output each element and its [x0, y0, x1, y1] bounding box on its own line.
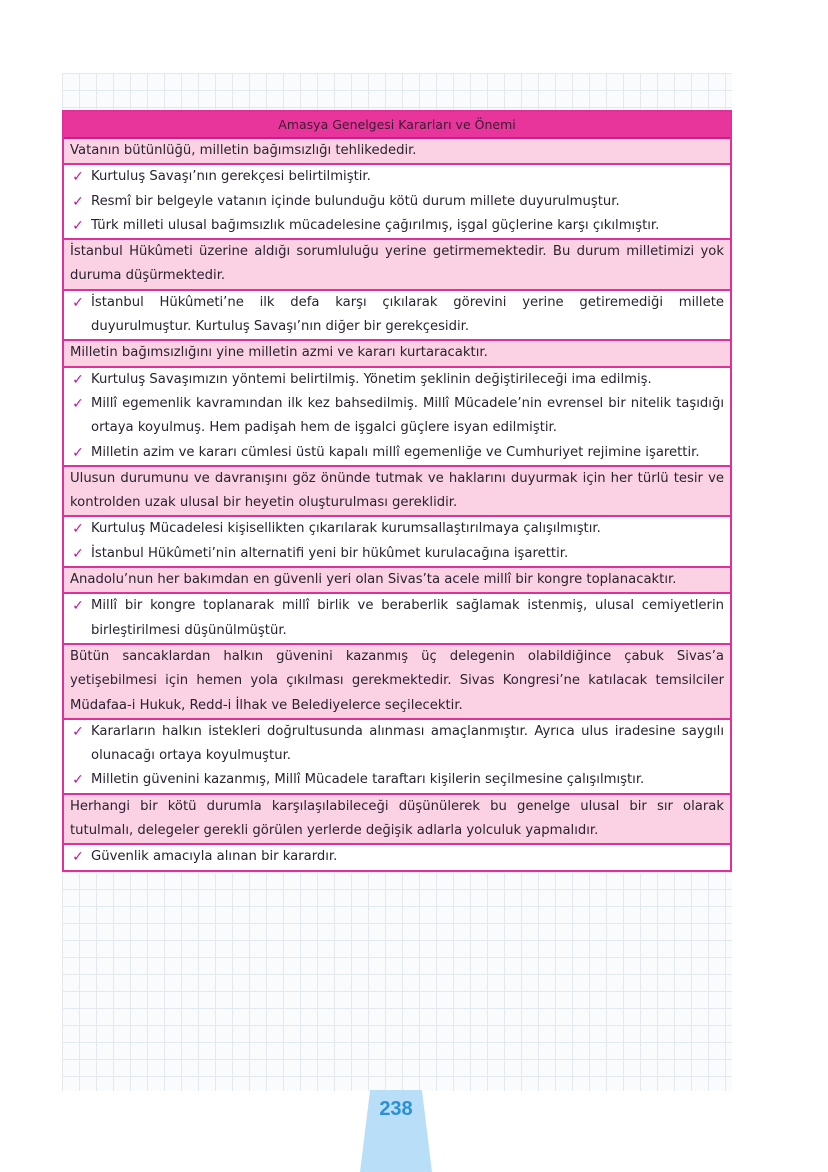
check-icon: ✓ — [72, 169, 84, 186]
list-item: ✓ Milletin güvenini kazanmış, Millî Mücadele taraftarı kişilerin seçilmesine çalışılmıştır. — [70, 768, 724, 792]
list-item: ✓ İstanbul Hükûmeti’nin alternatifi yeni bir hükûmet kurulacağına işarettir. — [70, 542, 724, 566]
list-item: ✓ Kurtuluş Mücadelesi kişisellikten çıkarılarak kurumsallaştırılmaya çalışılmıştır. — [70, 517, 724, 541]
analysis-row — [64, 291, 730, 342]
list-item: ✓ Millî bir kongre toplanarak millî birlik ve beraberlik sağlamak istenmiş, ulusal cemiyetlerin birleştirilmesi düşünülmüştür. — [70, 594, 724, 643]
analysis-row — [64, 368, 730, 467]
check-icon: ✓ — [72, 444, 84, 461]
analysis-row — [64, 594, 730, 645]
check-icon: ✓ — [72, 849, 84, 866]
decisions-table — [62, 110, 732, 872]
check-icon: ✓ — [72, 772, 84, 789]
statement-row: İstanbul Hükûmeti üzerine aldığı sorumluluğu yerine getirmemektedir. Bu durum milletimizi yok duruma düşürmektedir. — [64, 240, 730, 291]
statement-row: Vatanın bütünlüğü, milletin bağımsızlığı tehlikededir. — [64, 139, 730, 165]
page-number: 238 — [379, 1098, 413, 1120]
list-item: ✓ Türk milleti ulusal bağımsızlık mücadelesine çağırılmış, işgal güçlerine karşı çıkılmıştır. — [70, 214, 724, 238]
statement-row: Milletin bağımsızlığını yine milletin azmi ve kararı kurtaracaktır. — [64, 341, 730, 367]
check-icon: ✓ — [72, 217, 84, 234]
list-item: ✓ Kararların halkın istekleri doğrultusunda alınması amaçlanmıştır. Ayrıca ulus iradesine saygılı olunacağı ortaya koyulmuştur. — [70, 720, 724, 769]
analysis-row — [64, 517, 730, 568]
list-item: ✓ Kurtuluş Savaşı’nın gerekçesi belirtilmiştir. — [70, 165, 724, 189]
check-icon: ✓ — [72, 521, 84, 538]
analysis-row — [64, 845, 730, 869]
list-item: ✓ Kurtuluş Savaşımızın yöntemi belirtilmiş. Yönetim şeklinin değiştirileceği ima edilmiş. — [70, 368, 724, 392]
statement-row: Bütün sancaklardan halkın güvenini kazanmış üç delegenin olabildiğince çabuk Sivas’a yetişebilmesi için hemen yola çıkılması gerekmektedir. Sivas Kongresi’ne katılacak temsilciler Müdafaa-i Hukuk, Redd-i İlhak ve Belediyelerce seçilecektir. — [64, 645, 730, 720]
check-icon: ✓ — [72, 294, 84, 311]
check-icon: ✓ — [72, 545, 84, 562]
statement-row: Anadolu’nun her bakımdan en güvenli yeri olan Sivas’ta acele millî bir kongre toplanacaktır. — [64, 568, 730, 594]
list-item: ✓ Resmî bir belgeyle vatanın içinde bulunduğu kötü durum millete duyurulmuştur. — [70, 190, 724, 214]
table-title: Amasya Genelgesi Kararları ve Önemi — [64, 112, 730, 139]
analysis-row — [64, 165, 730, 240]
list-item: ✓ Milletin azim ve kararı cümlesi üstü kapalı millî egemenliğe ve Cumhuriyet rejimine işarettir. — [70, 441, 724, 465]
list-item: ✓ İstanbul Hükûmeti’ne ilk defa karşı çıkılarak görevini yerine getiremediği millete duyurulmuştur. Kurtuluş Savaşı’nın diğer bir gerekçesidir. — [70, 291, 724, 340]
check-icon: ✓ — [72, 598, 84, 615]
statement-row: Ulusun durumunu ve davranışını göz önünde tutmak ve haklarını duyurmak için her türlü tesir ve kontrolden uzak ulusal bir heyetin oluşturulması gereklidir. — [64, 467, 730, 518]
analysis-row — [64, 720, 730, 795]
check-icon: ✓ — [72, 723, 84, 740]
check-icon: ✓ — [72, 371, 84, 388]
statement-row: Herhangi bir kötü durumla karşılaşılabileceği düşünülerek bu genelge ulusal bir sır olarak tutulmalı, delegeler gerekli görülen yerlerde değişik adlarla yolculuk yapmalıdır. — [64, 795, 730, 846]
list-item: ✓ Millî egemenlik kavramından ilk kez bahsedilmiş. Millî Mücadele’nin evrensel bir nitelik taşıdığı ortaya koyulmuş. Hem padişah hem de işgalci güçlere isyan edilmiştir. — [70, 392, 724, 441]
check-icon: ✓ — [72, 193, 84, 210]
list-item: ✓ Güvenlik amacıyla alınan bir karardır. — [70, 845, 724, 869]
check-icon: ✓ — [72, 395, 84, 412]
